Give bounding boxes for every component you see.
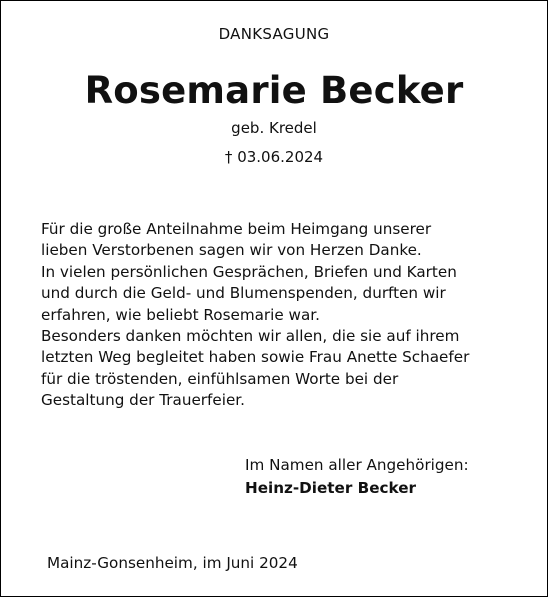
text-line: für die tröstenden, einfühlsamen Worte bei der [41,369,399,388]
signature-block [245,454,469,500]
text-line: erfahren, wie beliebt Rosemarie war. [41,305,320,324]
text-line: und durch die Geld- und Blumenspenden, durften wir [41,284,446,303]
text-line: letzten Weg begleitet haben sowie Frau Anette Schaefer [41,348,470,367]
text-line: In vielen persönlichen Gesprächen, Briefen und Karten [41,262,457,281]
notice-heading: DANKSAGUNG [218,25,330,43]
birth-name: geb. Kredel [231,119,317,137]
text-line: Für die große Anteilnahme beim Heimgang unserer [41,220,432,238]
thank-you-text [41,219,521,412]
deceased-name: Rosemarie Becker [84,69,464,112]
signature-intro: Im Namen aller Angehörigen: [245,456,469,474]
death-date: † 03.06.2024 [224,148,324,166]
text-line: Gestaltung der Trauerfeier. [41,391,245,410]
text-line: lieben Verstorbenen sagen wir von Herzen Danke. [41,241,422,260]
signer-name: Heinz-Dieter Becker [245,479,416,497]
text-line: Besonders danken möchten wir allen, die sie auf ihrem [41,327,460,346]
place-and-date: Mainz-Gonsenheim, im Juni 2024 [47,554,298,572]
